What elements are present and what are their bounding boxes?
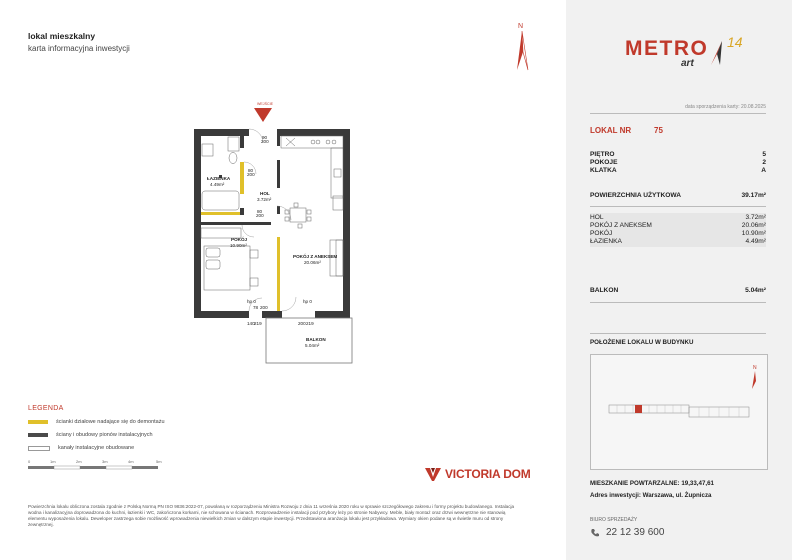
info-row-pietro: PIĘTRO 5	[590, 151, 766, 158]
scale-bar	[28, 458, 178, 472]
room-row: POKÓJ 10.90m²	[590, 230, 766, 237]
room-area-lazienka: 4.49m²	[210, 182, 225, 187]
floor-plan	[190, 100, 370, 370]
legend-swatch-removable-walls	[28, 420, 48, 424]
developer-name: VICTORIA DOM	[445, 467, 531, 481]
legend-swatch-installation-walls	[28, 433, 48, 437]
legend-swatch-channels	[28, 446, 50, 451]
legend-item	[28, 419, 165, 425]
door-mark: 140	[247, 321, 255, 326]
room-name-pokoj: POKÓJ	[231, 237, 248, 242]
phone-number: 22 12 39 600	[606, 527, 665, 538]
room-name-lazienka: ŁAZIENKA	[207, 176, 231, 181]
info-row-klatka: KLATKA A	[590, 167, 766, 174]
similar-units: MIESZKANIE POWTARZALNE: 19,33,47,61	[590, 480, 715, 487]
north-arrow-icon	[515, 20, 531, 72]
scale-label: 0	[28, 459, 31, 464]
logo-n-arrow-icon	[706, 40, 726, 66]
page-title: lokal mieszkalny	[28, 31, 96, 41]
info-row-balkon: BALKON 5.04m²	[590, 287, 766, 294]
position-title: POŁOŻENIE LOKALU W BUDYNKU	[590, 339, 694, 346]
footnote: Powierzchnia lokalu obliczona zostala zgodnie z Polską Normą PN ISO 9836:2022-07, powołaną w rozporządzeniu Ministra Rozwoju z dnia 11 września 2020 roku w sprawie szczegółowego zakresu i formy projektu budowlanego. Instalacja wodna i kanalizacyjna doprowadzona do kuchni, łazienki i WC, zakończona korkami, nie schowana w ścianach. Rozprowadzenie instalacji pod przybory leży po stronie Nabywcy. Meble, biały montaż oraz drzwi wewnętrzne nie stanowią elementu wyposażenia lokalu. Deweloper zastrzega sobie możliwość wprowadzenia niewielkich zmian w dalszym etapie inwestycji. Przedstawiona aranżacja lokalu jest przykładowa. Wymiary okien podane są w świetle muru od strony zewnętrznej.	[28, 504, 515, 528]
lokal-number: 75	[654, 126, 663, 135]
room-name-balkon: BALKON	[306, 337, 326, 342]
metro-logo-number: 14	[727, 34, 743, 50]
sales-office-label: BIURO SPRZEDAŻY	[590, 517, 638, 523]
info-row-usable-area: POWIERZCHNIA UŻYTKOWA 39.17m²	[590, 192, 766, 199]
door-mark: 80	[248, 168, 254, 173]
door-mark: 80	[257, 209, 263, 214]
lokal-label: LOKAL NR	[590, 126, 632, 135]
legend-label: ściany i obudowy pionów instalacyjnych	[56, 432, 153, 438]
door-mark: 200	[260, 305, 268, 310]
legend-item	[28, 445, 134, 451]
door-mark: 200	[247, 172, 255, 177]
building-outline	[591, 355, 767, 469]
room-area-pokoj: 10.90m²	[230, 243, 247, 248]
phone-icon	[590, 528, 600, 538]
door-mark: 200	[261, 139, 269, 144]
entrance-label: WEJŚCIE	[257, 102, 273, 106]
legend-item	[28, 432, 153, 438]
room-area-balkon: 5.04m²	[305, 343, 320, 348]
entrance-arrow-icon	[254, 108, 272, 122]
door-mark: hp 0	[303, 299, 312, 304]
door-mark: 78	[253, 305, 259, 310]
scale-label: 5m	[156, 459, 162, 464]
metro-logo-text: METRO	[625, 37, 709, 60]
door-mark: 200	[298, 321, 306, 326]
investment-address: Adres inwestycji: Warszawa, ul. Żupnicza	[590, 492, 712, 499]
building-position-map	[590, 354, 768, 470]
sales-phone[interactable]	[590, 527, 664, 538]
legend-label: ścianki działowe nadające się do demontażu	[56, 419, 165, 425]
svg-text:N: N	[518, 23, 524, 30]
developer-logo	[425, 466, 531, 482]
card-date: data sporządzenia karty: 20.08.2025	[685, 104, 766, 110]
svg-text:N: N	[753, 365, 757, 371]
room-row: ŁAZIENKA 4.49m²	[590, 238, 766, 245]
page-subtitle: karta informacyjna inwestycji	[28, 44, 130, 53]
door-mark: hp 0	[247, 299, 256, 304]
victoria-dom-logo-icon	[425, 466, 441, 482]
info-row-pokoje: POKOJE 2	[590, 159, 766, 166]
unit-position-marker	[635, 405, 642, 413]
scale-label: 2m	[76, 459, 82, 464]
door-mark: 200	[256, 213, 264, 218]
info-panel	[566, 0, 792, 560]
scale-label: 3m	[102, 459, 108, 464]
legend-title: LEGENDA	[28, 405, 64, 412]
door-mark: 219	[254, 321, 262, 326]
legend-label: kanały instalacyjne obudowane	[58, 445, 135, 451]
room-name-hol: HOL	[260, 191, 270, 196]
door-mark: 90	[262, 135, 268, 140]
metro-logo-script: art	[681, 58, 694, 69]
scale-label: 1m	[50, 459, 56, 464]
scale-label: 4m	[128, 459, 134, 464]
door-mark: 219	[306, 321, 314, 326]
room-area-hol: 3.72m²	[257, 197, 272, 202]
room-row: POKÓJ Z ANEKSEM 20.06m²	[590, 222, 766, 229]
room-row: HOL 3.72m²	[590, 214, 766, 221]
room-area-pokoj-z-aneksem: 20.06m²	[304, 260, 321, 265]
room-name-pokoj-z-aneksem: POKÓJ Z ANEKSEM	[293, 254, 338, 259]
